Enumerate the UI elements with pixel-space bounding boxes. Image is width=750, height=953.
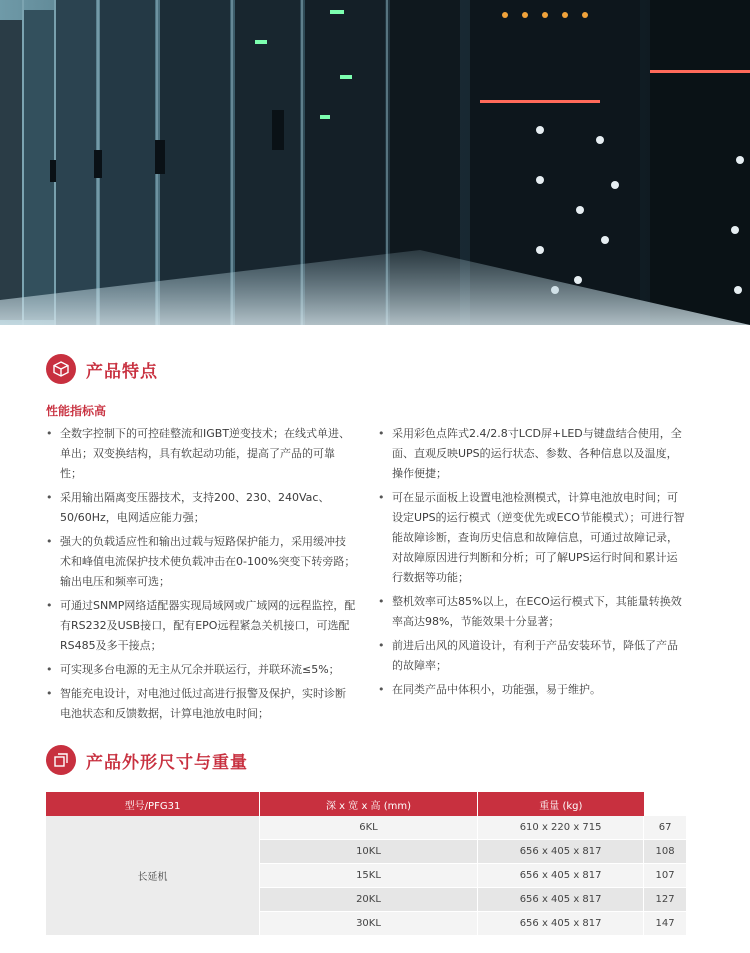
cell-weight: 108 (644, 840, 686, 864)
dimensions-table (46, 792, 686, 936)
feature-item: • 可通过SNMP网络适配器实现局域网或广域网的远程监控，配有RS232及USB接口，配有EPO远程紧急关机接口，可选配RS485及多干接点； (46, 596, 356, 656)
box-dimension-icon (46, 745, 76, 775)
header-model: 型号/PFG31 (46, 792, 260, 816)
feature-item: • 智能充电设计，对电池过低过高进行报警及保护，实时诊断电池状态和反馈数据，计算电池放电时间； (46, 684, 356, 724)
feature-item: • 全数字控制下的可控硅整流和IGBT逆变技术；在线式单进、单出；双变换结构，具有软起动功能，提高了产品的可靠性； (46, 424, 356, 484)
section-features-header (46, 354, 158, 384)
feature-item: • 采用输出隔离变压器技术，支持200、230、240Vac、50/60Hz，电网适应能力强； (46, 488, 356, 528)
cell-model: 6KL (260, 816, 478, 840)
header-dimensions: 深 x 宽 x 高 (mm) (260, 792, 478, 816)
server-room-photo (0, 0, 750, 325)
cell-dims: 656 x 405 x 817 (478, 864, 644, 888)
feature-item: • 可实现多台电源的无主从冗余并联运行，并联环流≤5%； (46, 660, 356, 680)
cell-model: 15KL (260, 864, 478, 888)
section-dimensions-title: 产品外形尺寸与重量 (86, 752, 248, 773)
section-features-title: 产品特点 (86, 361, 158, 382)
cell-weight: 127 (644, 888, 686, 912)
cell-dims: 610 x 220 x 715 (478, 816, 644, 840)
feature-item: • 采用彩色点阵式2.4/2.8寸LCD屏+LED与键盘结合使用，全面、直观反映UPS的运行状态、参数、各种信息以及温度，操作便捷； (378, 424, 688, 484)
feature-item: • 在同类产品中体积小，功能强，易于维护。 (378, 680, 688, 700)
feature-item: • 强大的负载适应性和输出过载与短路保护能力，采用缓冲技术和峰值电流保护技术使负载冲击在0-100%突变下转旁路；输出电压和频率可选； (46, 532, 356, 592)
cell-dims: 656 x 405 x 817 (478, 912, 644, 936)
cell-model: 10KL (260, 840, 478, 864)
cell-dims: 656 x 405 x 817 (478, 840, 644, 864)
feature-item: • 可在显示面板上设置电池检测模式，计算电池放电时间；可设定UPS的运行模式（逆变优先或ECO节能模式）；可进行智能故障诊断，查询历史信息和故障信息，可通过故障记录，对故障原因进行判断和分析；可了解UPS运行时间和累计运行数据等功能； (378, 488, 688, 588)
section-dimensions-header (46, 745, 248, 775)
cell-weight: 147 (644, 912, 686, 936)
table-row (46, 816, 686, 840)
feature-item: • 前进后出风的风道设计，有利于产品安装环节，降低了产品的故障率； (378, 636, 688, 676)
cell-dims: 656 x 405 x 817 (478, 888, 644, 912)
features-list-left (46, 424, 356, 728)
header-weight: 重量 (kg) (478, 792, 644, 816)
group-label: 长延机 (46, 816, 260, 936)
table-header-row (46, 792, 686, 816)
performance-subtitle: 性能指标高 (46, 404, 107, 418)
features-list-right (378, 424, 688, 704)
cell-model: 30KL (260, 912, 478, 936)
cell-weight: 107 (644, 864, 686, 888)
cell-weight: 67 (644, 816, 686, 840)
cell-model: 20KL (260, 888, 478, 912)
server-room-illustration (0, 0, 750, 325)
feature-item: • 整机效率可达85%以上，在ECO运行模式下，其能量转换效率高达98%，节能效果十分显著； (378, 592, 688, 632)
cube-icon (46, 354, 76, 384)
